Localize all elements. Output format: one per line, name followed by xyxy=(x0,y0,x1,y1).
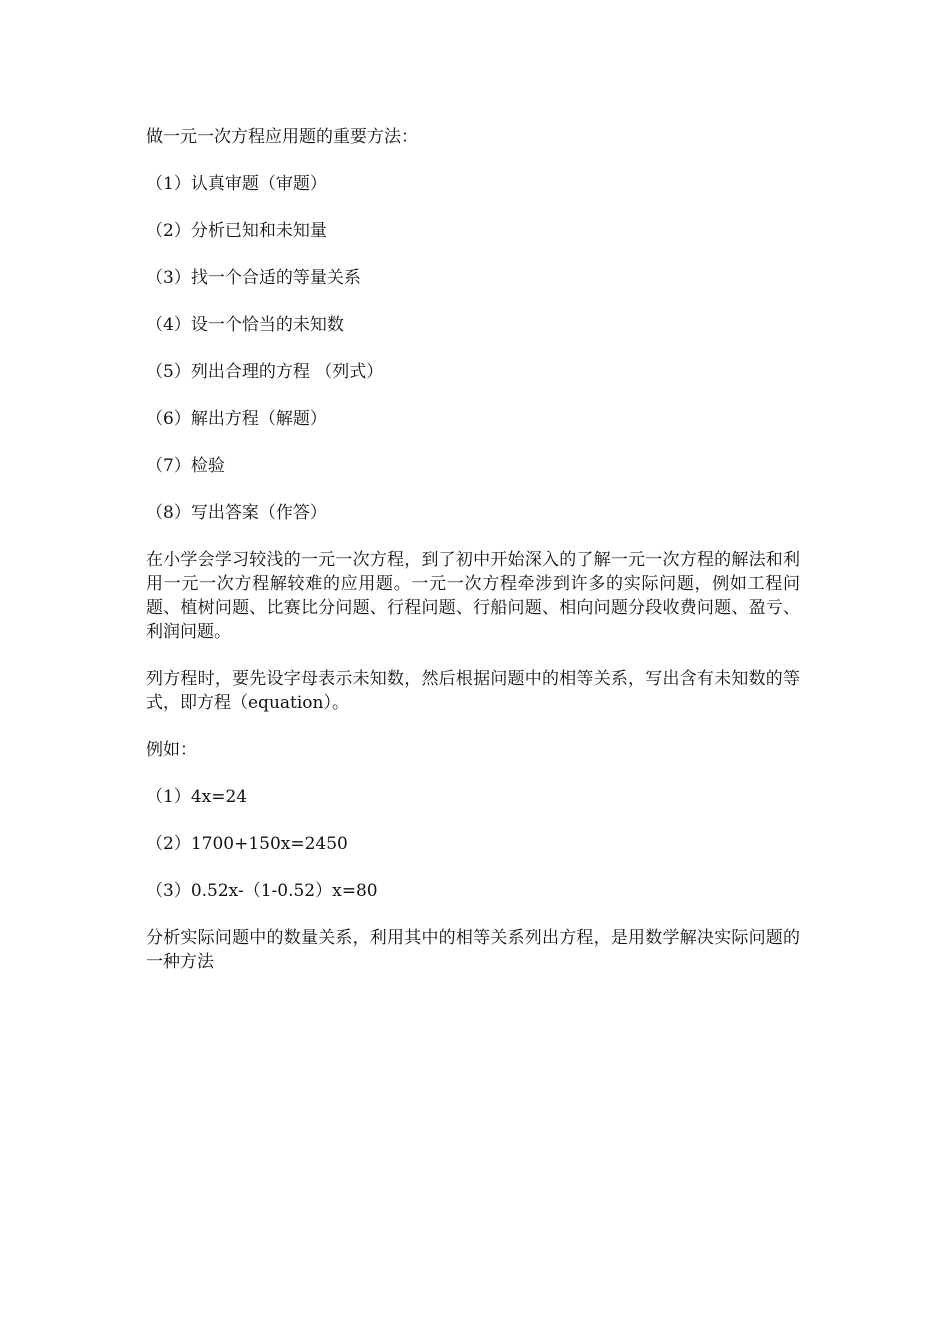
example-item: （2）1700+150x=2450 xyxy=(146,834,348,854)
step-item: （7）检验 xyxy=(146,456,225,476)
step-item: （8）写出答案（作答） xyxy=(146,503,327,523)
step-item: （3）找一个合适的等量关系 xyxy=(146,268,361,288)
document-body xyxy=(146,125,800,974)
step-item: （2）分析已知和未知量 xyxy=(146,221,327,241)
step-item: （1）认真审题（审题） xyxy=(146,174,327,194)
intro-paragraph: 在小学会学习较浅的一元一次方程，到了初中开始深入的了解一元一次方程的解法和利用一元一次方程解较难的应用题。一元一次方程牵涉到许多的实际问题，例如工程问题、植树问题、比赛比分问题、行程问题、行船问题、相向问题分段收费问题、盈亏、利润问题。 xyxy=(146,550,800,642)
equation-definition-paragraph: 列方程时，要先设字母表示未知数，然后根据问题中的相等关系，写出含有未知数的等式，即方程（equation）。 xyxy=(146,669,800,713)
example-item: （3）0.52x-（1-0.52）x=80 xyxy=(146,881,378,901)
step-item: （5）列出合理的方程 （列式） xyxy=(146,362,384,382)
document-heading: 做一元一次方程应用题的重要方法： xyxy=(146,127,418,147)
example-item: （1）4x=24 xyxy=(146,787,248,807)
conclusion-paragraph: 分析实际问题中的数量关系，利用其中的相等关系列出方程，是用数学解决实际问题的一种方法 xyxy=(146,928,800,972)
example-label: 例如： xyxy=(146,740,197,760)
step-item: （4）设一个恰当的未知数 xyxy=(146,315,344,335)
step-item: （6）解出方程（解题） xyxy=(146,409,327,429)
